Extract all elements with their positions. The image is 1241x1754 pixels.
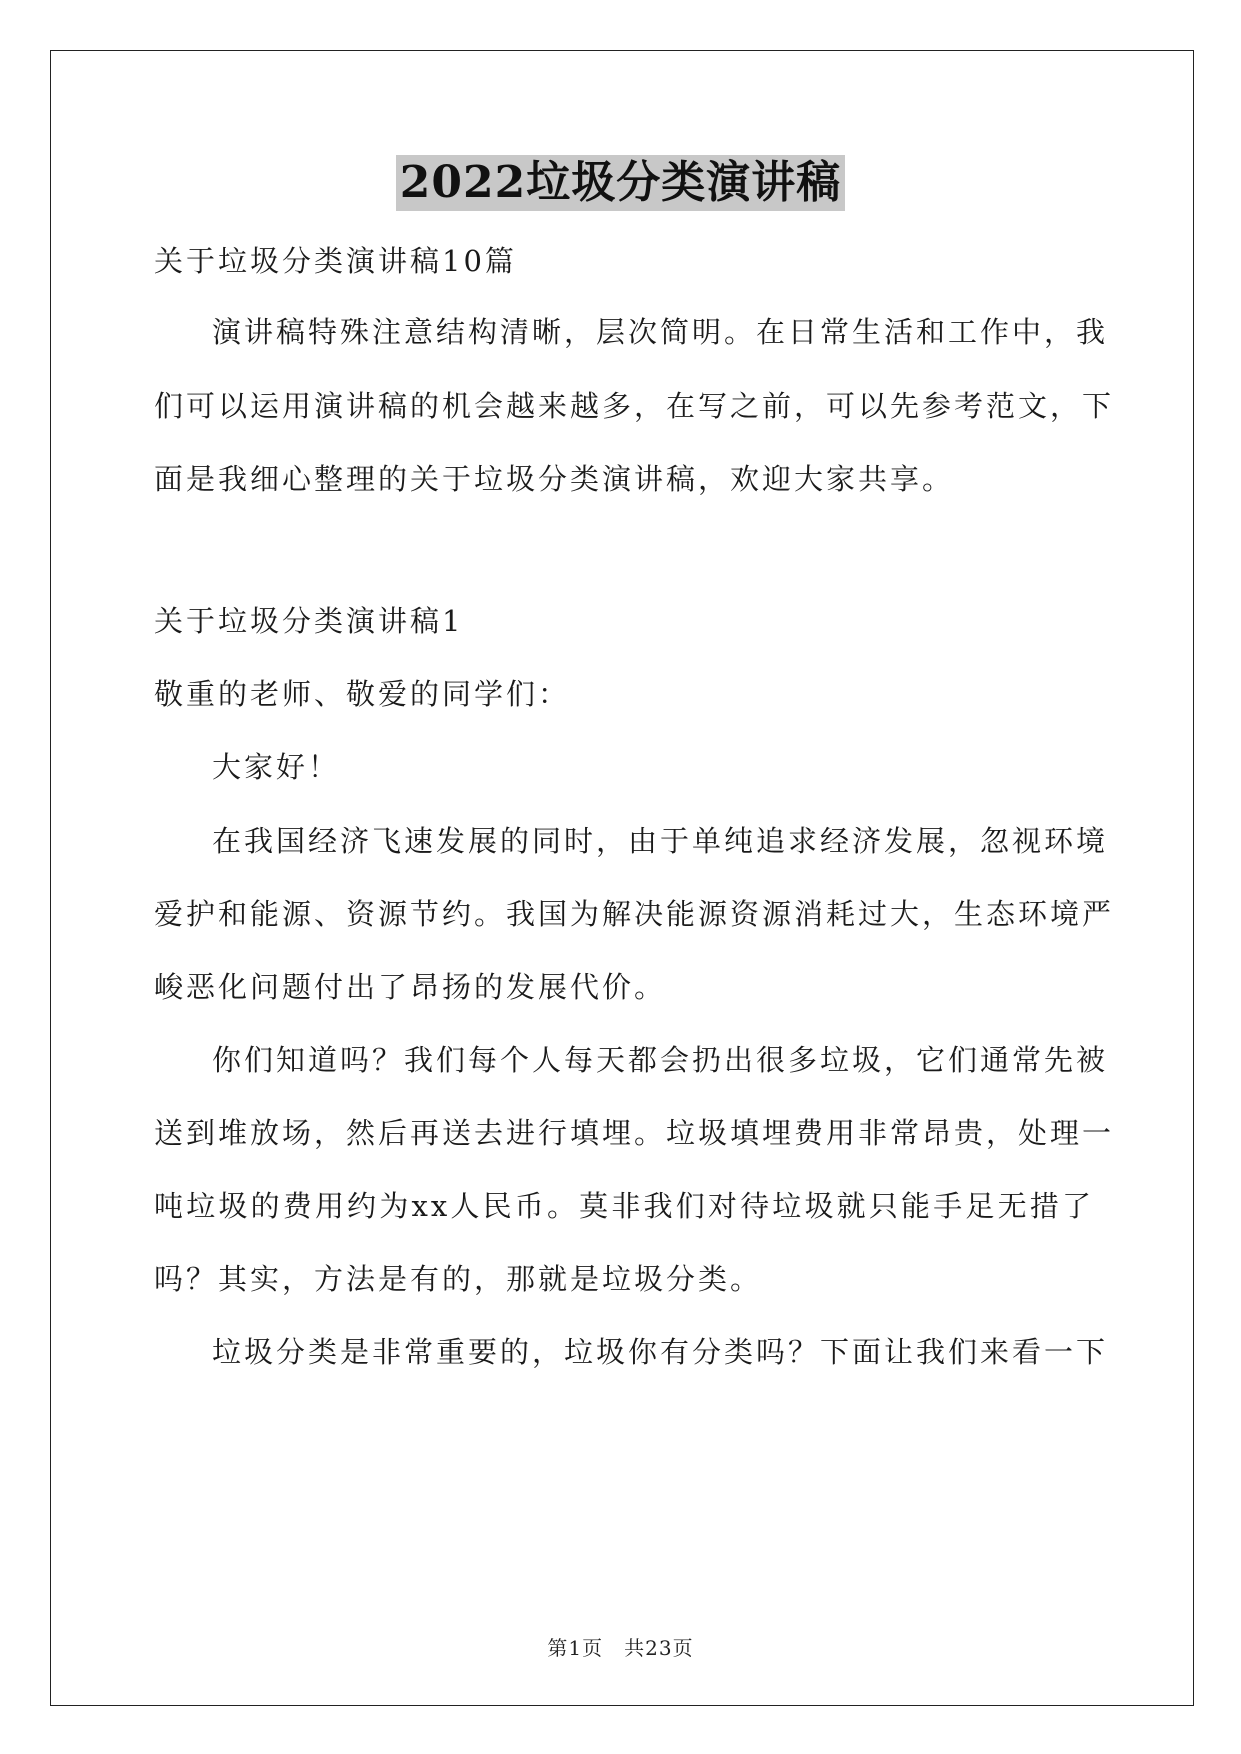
section-heading: 关于垃圾分类演讲稿1 bbox=[154, 604, 464, 638]
paragraph-line: 们可以运用演讲稿的机会越来越多，在写之前，可以先参考范文，下 bbox=[154, 389, 1115, 423]
paragraph-line: 吗？其实，方法是有的，那就是垃圾分类。 bbox=[154, 1262, 763, 1296]
paragraph-line: 垃圾分类是非常重要的，垃圾你有分类吗？下面让我们来看一下 bbox=[212, 1335, 1109, 1369]
paragraph-line: 在我国经济飞速发展的同时，由于单纯追求经济发展，忽视环境 bbox=[212, 824, 1109, 858]
title-area bbox=[0, 155, 1241, 211]
page-number-footer: 第1页 共23页 bbox=[547, 1636, 694, 1660]
paragraph-line: 面是我细心整理的关于垃圾分类演讲稿，欢迎大家共享。 bbox=[154, 462, 955, 496]
paragraph-line: 送到堆放场，然后再送去进行填埋。垃圾填埋费用非常昂贵，处理一 bbox=[154, 1116, 1115, 1150]
paragraph-line: 演讲稿特殊注意结构清晰，层次简明。在日常生活和工作中，我 bbox=[212, 315, 1109, 349]
paragraph-line: 吨垃圾的费用约为xx人民币。莫非我们对待垃圾就只能手足无措了 bbox=[154, 1189, 1094, 1223]
document-title: 2022垃圾分类演讲稿 bbox=[396, 155, 845, 211]
paragraph-line: 你们知道吗？我们每个人每天都会扔出很多垃圾，它们通常先被 bbox=[212, 1043, 1109, 1077]
page-border bbox=[50, 50, 1194, 1706]
subtitle-line: 关于垃圾分类演讲稿10篇 bbox=[154, 244, 517, 278]
salutation-line: 敬重的老师、敬爱的同学们： bbox=[154, 677, 571, 711]
paragraph-line: 爱护和能源、资源节约。我国为解决能源资源消耗过大，生态环境严 bbox=[154, 897, 1115, 931]
paragraph-line: 峻恶化问题付出了昂扬的发展代价。 bbox=[154, 970, 667, 1004]
greeting-line: 大家好！ bbox=[212, 750, 341, 784]
